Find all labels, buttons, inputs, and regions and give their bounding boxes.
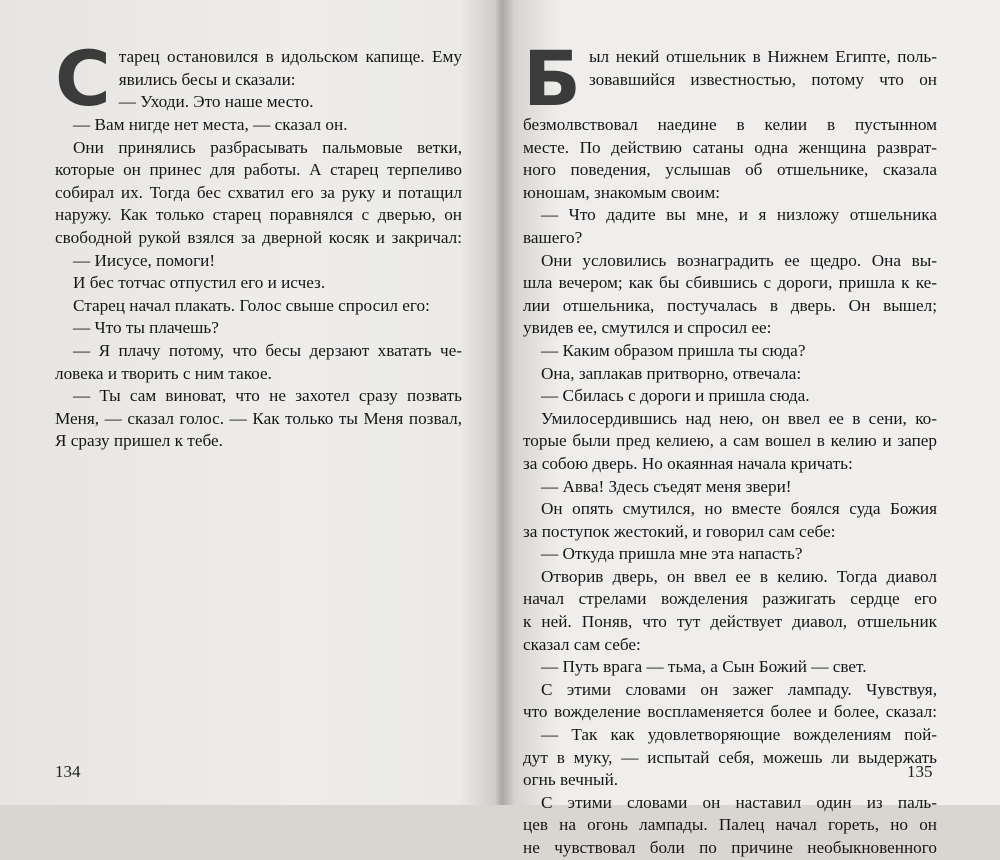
text-line: Она, заплакав притворно, отвечала:: [541, 363, 802, 383]
text-line: месте. По действию сатаны одна женщина разврат-: [523, 137, 937, 157]
text-line: — Что дадите вы мне, и я низложу отшельника: [541, 205, 937, 225]
text-line: С этими словами он зажег лампаду. Чувствуя,: [541, 679, 937, 699]
text-line: огнь вечный.: [523, 770, 619, 790]
text-line: Меня, — сказал голос. — Как только ты Меня позвал,: [55, 408, 462, 428]
text-line: за собою дверь. Но окаянная начала кричать:: [523, 453, 853, 473]
text-line: торые были пред келиею, а сам вошел в келию и запер: [523, 431, 937, 451]
text-line: — Я плачу потому, что бесы дерзают хватать че-: [73, 340, 462, 360]
text-line: цев на огонь лампады. Палец начал гореть, но он: [523, 815, 937, 835]
left-page-text: [55, 34, 462, 453]
page-number: 135: [907, 762, 933, 781]
text-line: увидев ее, смутился и спросил ее:: [523, 318, 772, 338]
text-line: — Уходи. Это наше место.: [118, 92, 314, 112]
text-line: свободной рукой взялся за дверной косяк и закричал:: [55, 227, 462, 247]
text-line: ыл некий отшельник в Нижнем Египте, поль-: [588, 47, 937, 66]
text-line: — Что ты плачешь?: [73, 318, 219, 338]
text-line: к ней. Поняв, что тут действует диавол, отшельник: [523, 612, 937, 632]
right-page: [503, 0, 1000, 857]
text-line: — Сбилась с дороги и пришла сюда.: [541, 386, 810, 406]
drop-cap: Б: [523, 34, 581, 123]
text-line: которые он принес для работы. А старец терпеливо: [55, 160, 462, 180]
text-line: Они принялись разбрасывать пальмовые ветки,: [73, 137, 462, 157]
text-line: Они условились вознаградить ее щедро. Она вы-: [541, 250, 937, 270]
text-line: шла вечером; как бы сбившись с дороги, пришла к ке-: [523, 273, 937, 293]
text-line: ловека и творить с ним такое.: [55, 363, 272, 383]
text-line: Отворив дверь, он ввел ее в келию. Тогда диавол: [541, 566, 937, 586]
text-line: — Авва! Здесь съедят меня звери!: [541, 476, 792, 496]
text-line: Старец начал плакать. Голос свыше спросил его:: [73, 295, 430, 315]
page-number: 134: [55, 762, 81, 781]
text-line: — Вам нигде нет места, — сказал он.: [73, 115, 348, 134]
text-line: начал стрелами вожделения разжигать сердце его: [523, 589, 937, 609]
text-line: ного поведения, услышав об отшельнике, сказала: [523, 160, 937, 180]
text-line: что вожделение воспламеняется более и более, сказал:: [523, 702, 937, 722]
text-line: — Так как удовлетворяющие вожделениям пой-: [541, 725, 937, 745]
text-line: — Иисусе, помоги!: [73, 250, 216, 270]
drop-cap: С: [55, 34, 111, 123]
text-line: лии отшельника, постучалась в дверь. Он вышел;: [523, 295, 937, 315]
text-line: за поступок жестокий, и говорил сам себе:: [523, 521, 836, 541]
text-line: дут в муку, — испытай себя, можешь ли выдержать: [523, 747, 937, 767]
text-line: не чувствовал боли по причине необыкновенного: [523, 838, 937, 857]
text-line: — Каким образом пришла ты сюда?: [541, 340, 806, 360]
text-line: вашего?: [523, 227, 583, 247]
text-line: собирал их. Тогда бес схватил его за руку и потащил: [55, 182, 462, 202]
text-line: С этими словами он наставил один из паль-: [541, 792, 937, 812]
text-line: явились бесы и сказали:: [118, 69, 296, 89]
text-line: — Откуда пришла мне эта напасть?: [541, 544, 803, 564]
text-line: — Ты сам виноват, что не захотел сразу позвать: [73, 386, 462, 406]
text-line: Он опять смутился, но вместе боялся суда Божия: [541, 499, 937, 519]
text-line: тарец остановился в идольском капище. Ему: [118, 47, 462, 66]
text-line: Я сразу пришел к тебе.: [55, 431, 223, 451]
text-line: И бес тотчас отпустил его и исчез.: [73, 273, 326, 293]
right-page-text: [523, 34, 937, 860]
text-line: зовавшийся известностью, потому что он: [588, 69, 937, 89]
text-line: — Путь врага — тьма, а Сын Божий — свет.: [541, 657, 867, 677]
left-page: [0, 0, 498, 805]
text-line: сказал сам себе:: [523, 634, 641, 654]
text-line: юношам, знакомым своим:: [523, 182, 720, 202]
text-line: безмолвствовал наедине в келии в пустынном: [523, 115, 937, 134]
text-line: Умилосердившись над нею, он ввел ее в сени, ко-: [541, 408, 937, 428]
text-line: наружу. Как только старец поравнялся с дверью, он: [55, 205, 462, 225]
